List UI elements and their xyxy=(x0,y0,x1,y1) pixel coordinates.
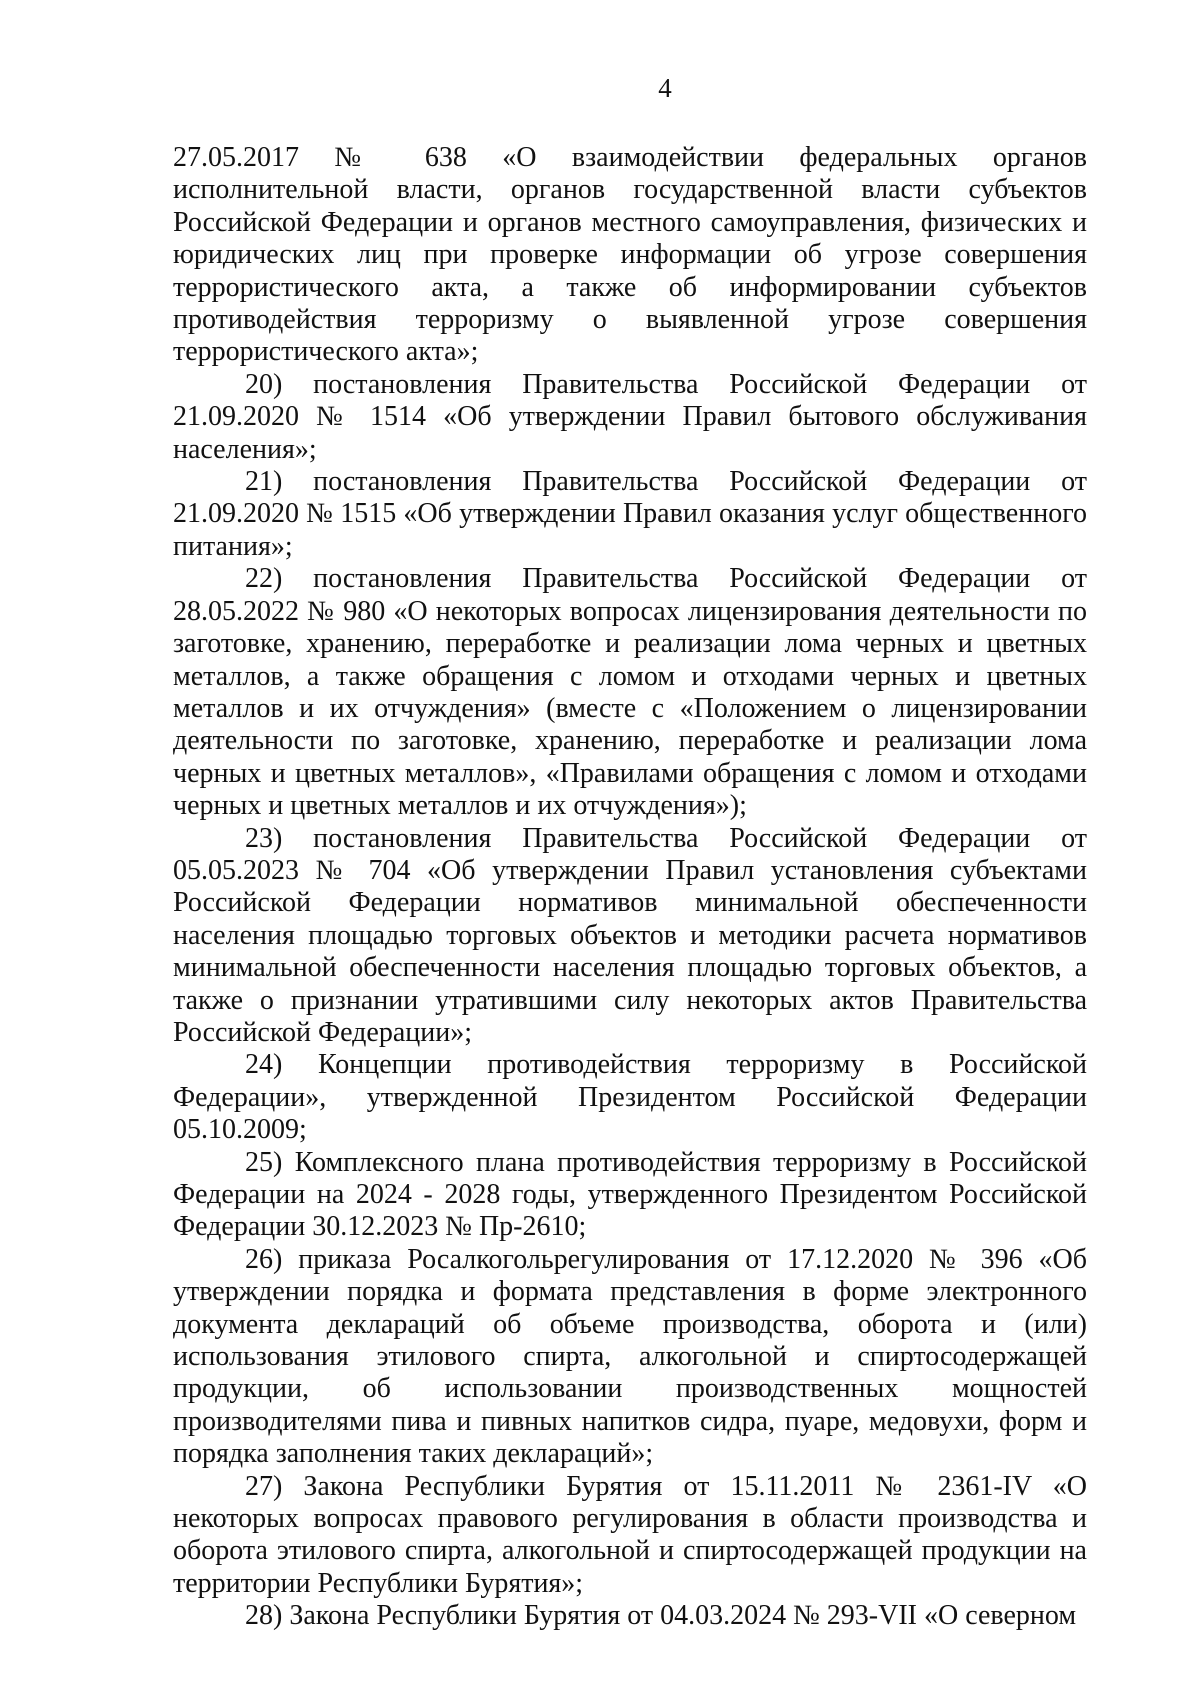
paragraph-item-25: 25) Комплексного плана противодействия терроризму в Российской Федерации на 2024 - 2028 годы, утвержденного Президентом Российской Федерации 30.12.2023 № Пр-2610; xyxy=(173,1146,1087,1243)
paragraph-item-19-continuation: 27.05.2017 № 638 «О взаимодействии федеральных органов исполнительной власти, органов государственной власти субъектов Российской Федерации и органов местного самоуправления, физических и юридических лиц при проверке информации об угрозе совершения террористического акта, а также об информировании субъектов противодействия терроризму о выявленной угрозе совершения террористического акта»; xyxy=(173,142,1087,368)
document-body xyxy=(173,142,1087,1633)
paragraph-item-24: 24) Концепции противодействия терроризму в Российской Федерации», утвержденной Президентом Российской Федерации 05.10.2009; xyxy=(173,1049,1087,1146)
paragraph-item-20: 20) постановления Правительства Российской Федерации от 21.09.2020 № 1514 «Об утверждении Правил бытового обслуживания населения»; xyxy=(173,368,1087,465)
paragraph-item-28: 28) Закона Республики Бурятия от 04.03.2024 № 293-VII «О северном xyxy=(245,1600,1077,1632)
paragraph-item-27: 27) Закона Республики Бурятия от 15.11.2011 № 2361-IV «О некоторых вопросах правового регулирования в области производства и оборота этилового спирта, алкогольной и спиртосодержащей продукции на территории Республики Бурятия»; xyxy=(173,1470,1087,1599)
paragraph-item-21: 21) постановления Правительства Российской Федерации от 21.09.2020 № 1515 «Об утверждении Правил оказания услуг общественного питания»; xyxy=(173,466,1087,562)
paragraph-item-22: 22) постановления Правительства Российской Федерации от 28.05.2022 № 980 «О некоторых вопросах лицензирования деятельности по заготовке, хранению, переработке и реализации лома черных и цветных металлов, а также обращения с ломом и отходами черных и цветных металлов и их отчуждения» (вместе с «Положением о лицензировании деятельности по заготовке, хранению, переработке и реализации лома черных и цветных металлов», «Правилами обращения с ломом и отходами черных и цветных металлов и их отчуждения»); xyxy=(173,563,1087,822)
paragraph-item-26: 26) приказа Росалкогольрегулирования от 17.12.2020 № 396 «Об утверждении порядка и формата представления в форме электронного документа деклараций об объеме производства, оборота и (или) использования этилового спирта, алкогольной и спиртосодержащей продукции, об использовании производственных мощностей производителями пива и пивных напитков сидра, пуаре, медовухи, форм и порядка заполнения таких деклараций»; xyxy=(173,1243,1087,1470)
paragraph-item-23: 23) постановления Правительства Российской Федерации от 05.05.2023 № 704 «Об утверждении Правил установления субъектами Российской Федерации нормативов минимальной обеспеченности населения площадью торговых объектов и методики расчета нормативов минимальной обеспеченности населения площадью торговых объектов, а также о признании утратившими силу некоторых актов Правительства Российской Федерации»; xyxy=(173,822,1087,1048)
page-number: 4 xyxy=(658,73,672,103)
